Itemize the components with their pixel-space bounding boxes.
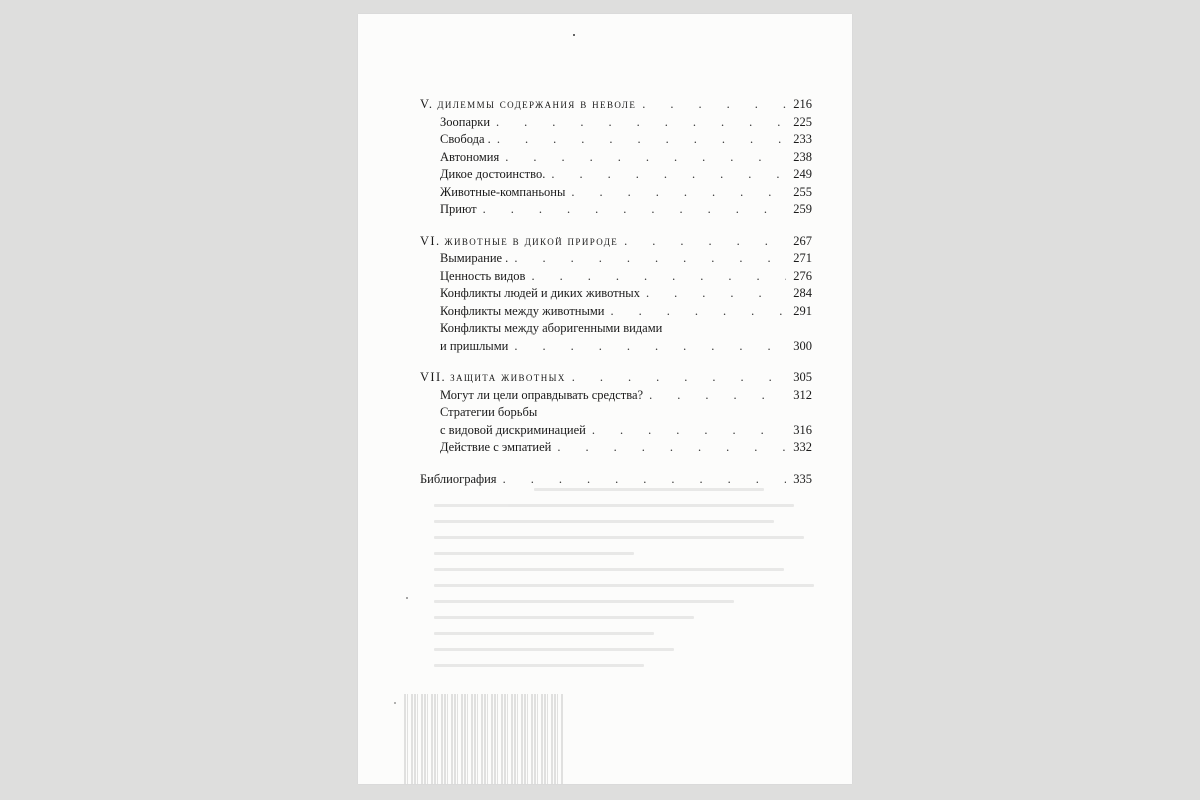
page-number: 225 [793,114,812,129]
entry-title: Стратегии борьбы [440,404,539,422]
dot-leader [501,149,786,167]
toc-entry-row [420,114,812,132]
dot-leader [568,369,786,387]
dot-leader [645,387,786,405]
dot-leader [567,184,786,202]
dot-leader [510,250,786,268]
toc-entry-row [420,303,812,321]
toc-entry-row [420,387,812,405]
page-number: 284 [793,286,812,300]
entry-title: Свобода . [440,131,493,149]
toc-entry-row [420,149,812,167]
page-number: 233 [793,132,812,146]
toc-entry-row [420,201,812,219]
bibliography-title: Библиография [420,471,499,489]
chapter-numeral: VI. [420,233,441,248]
entry-title: Приют [440,201,479,219]
chapter-title: животные в дикой природе [444,233,619,248]
toc-entry-row [420,250,812,268]
reverse-side-show-through [414,466,814,686]
page-number: 312 [793,387,812,402]
entry-title: Могут ли цели оправдывать средства? [440,387,645,405]
toc-part [420,233,812,356]
page-number: 300 [793,338,812,353]
page-number: 305 [793,370,812,384]
page-number: 335 [793,471,812,486]
dot-leader [606,303,786,321]
page-number: 249 [793,167,812,181]
page-number: 238 [793,149,812,164]
ink-speck [394,702,396,704]
book-page [358,14,852,784]
toc-chapter-heading [420,233,620,251]
page-number: 259 [793,202,812,216]
toc-bibliography [420,471,812,489]
entry-title: Животные-компаньоны [440,184,567,202]
toc-part [420,96,812,219]
toc-entry-row-first-line [420,404,812,422]
toc-chapter-heading [420,369,568,387]
dot-leader [638,96,786,114]
toc-entry-row [420,338,812,356]
ink-speck [406,597,408,599]
chapter-numeral: VII. [420,370,447,384]
dot-leader [510,338,786,356]
toc-part [420,369,812,457]
dot-leader [479,201,786,219]
chapter-title: защита животных [450,370,566,384]
entry-title: Ценность видов [440,268,527,286]
toc-entry-row [420,422,812,440]
toc-chapter-heading [420,96,638,114]
toc-entry-row [420,184,812,202]
dot-leader [620,233,786,251]
table-of-contents [420,96,812,488]
entry-title: Дикое достоинство. [440,166,547,184]
dot-leader [547,166,786,184]
toc-entry-row [420,268,812,286]
page-number: 255 [793,184,812,199]
entry-title-continued: и пришлыми [440,338,510,356]
page-number: 216 [793,97,812,111]
toc-entry-row [420,439,812,457]
entry-title: Вымирание . [440,250,510,268]
dot-leader [642,285,786,303]
toc-entry-row [420,131,812,149]
chapter-numeral: V. [420,97,434,111]
dot-leader [499,471,786,489]
entry-title: Зоопарки [440,114,492,132]
entry-title-continued: с видовой дискриминацией [440,422,588,440]
ink-speck [573,34,575,36]
dot-leader [553,439,786,457]
page-number: 267 [793,233,812,248]
entry-title: Конфликты людей и диких животных [440,285,642,303]
dot-leader [588,422,786,440]
page-number: 276 [793,268,812,283]
toc-chapter-row [420,233,812,251]
dot-leader [492,114,786,132]
entry-title: Автономия [440,149,501,167]
toc-entry-row [420,471,812,489]
toc-chapter-row [420,96,812,114]
entry-title: Конфликты между аборигенными видами [440,320,664,338]
page-number: 316 [793,422,812,437]
toc-entry-row [420,166,812,184]
toc-entry-row-first-line [420,320,812,338]
toc-chapter-row [420,369,812,387]
entry-title: Действие с эмпатией [440,439,553,457]
dot-leader [527,268,786,286]
page-number: 332 [793,440,812,454]
dot-leader [493,131,786,149]
toc-entry-row [420,285,812,303]
barcode-show-through [404,694,564,784]
chapter-title: дилеммы содержания в неволе [437,97,637,111]
page-number: 291 [793,303,812,318]
entry-title: Конфликты между животными [440,303,606,321]
page-number: 271 [793,251,812,265]
